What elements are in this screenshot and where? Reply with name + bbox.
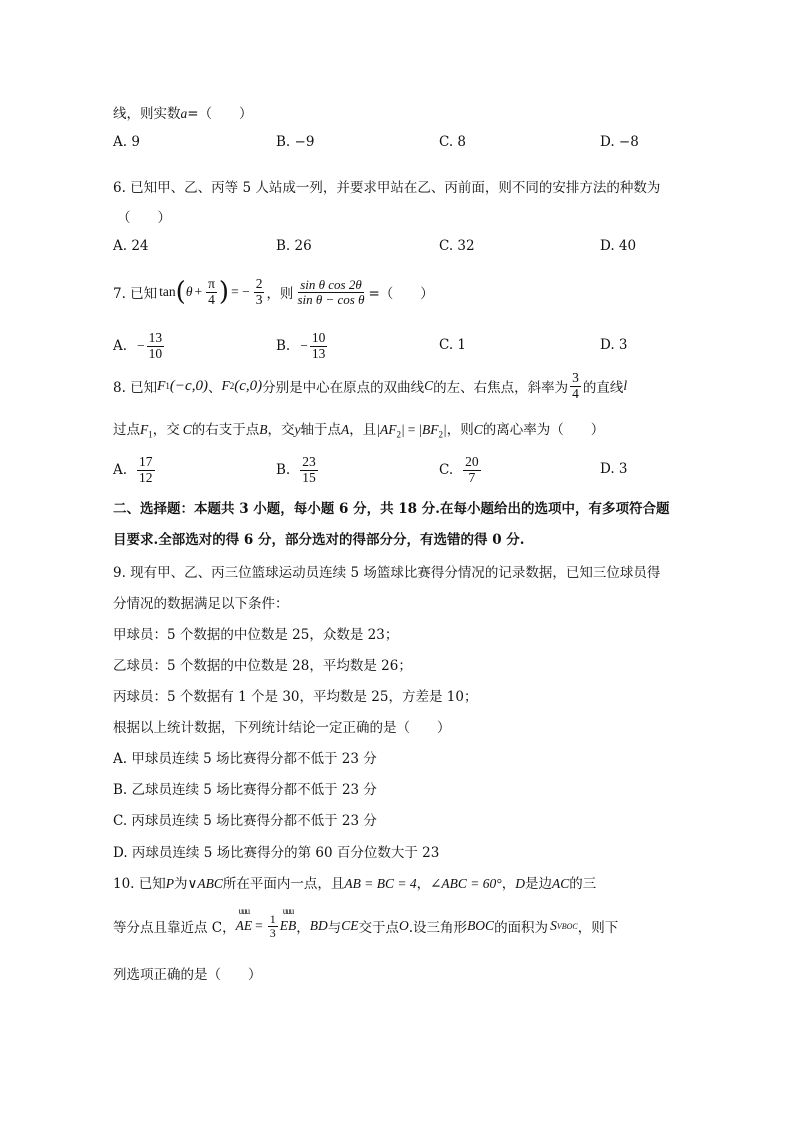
vector-mark: uuu bbox=[238, 906, 250, 916]
four: 4 bbox=[208, 291, 215, 307]
separator: 、 bbox=[207, 380, 222, 396]
abs-close: | bbox=[443, 422, 447, 437]
triangle-boc: BOC bbox=[467, 918, 495, 933]
denominator: 12 bbox=[139, 469, 153, 485]
section-2-heading-line2: 目要求.全部选对的得 6 分，部分选对的得部分分，有选错的得 0 分. bbox=[113, 532, 525, 548]
section-2-heading-line1: 二、选择题：本题共 3 小题，每小题 6 分，共 18 分.在每小题给出的选项中，有多项符合题 bbox=[113, 501, 670, 517]
right-paren: ) bbox=[218, 277, 230, 307]
q5-text: 线，则实数 bbox=[113, 106, 181, 122]
q8-text: 分别是中心在原点的双曲线 bbox=[262, 380, 425, 396]
numerator: 13 bbox=[148, 330, 163, 346]
q8-stem-line2 bbox=[113, 418, 604, 440]
q10-text: 的三 bbox=[569, 876, 597, 892]
point-o: O bbox=[399, 918, 409, 933]
q10-angle: ∠ABC = 60° bbox=[430, 876, 502, 891]
q7-answer-paren: =（ ） bbox=[368, 286, 434, 302]
q7-prefix: 7. 已知 bbox=[113, 286, 158, 302]
q6-option-b: B. 26 bbox=[276, 238, 312, 254]
q8-text: ，交 bbox=[152, 422, 180, 438]
f2-subscript: 2 bbox=[438, 429, 444, 440]
area-s: S bbox=[550, 918, 557, 933]
point-b: B bbox=[259, 422, 268, 437]
numerator: 23 bbox=[302, 454, 316, 470]
q9-stem-line1: 9. 现有甲、乙、丙三位篮球运动员连续 5 场篮球比赛得分情况的记录数据，已知三位球员得 bbox=[113, 565, 661, 581]
vector-mark: uuu bbox=[282, 906, 294, 916]
q8-text: 的右支于点 bbox=[191, 422, 260, 438]
denominator: 15 bbox=[302, 469, 316, 485]
q7-stem bbox=[113, 272, 434, 312]
numerator: 1 bbox=[269, 911, 276, 926]
q5-answer-paren: =（ ） bbox=[187, 106, 253, 122]
abs-close: | bbox=[400, 422, 405, 437]
abs-bf2: |BF bbox=[418, 422, 439, 437]
point-a: A bbox=[341, 422, 350, 437]
q9-option-c: C. 丙球员连续 5 场比赛得分都不低于 23 分 bbox=[113, 813, 377, 829]
area-subscript: VBOC bbox=[556, 921, 578, 931]
numerator: 10 bbox=[311, 330, 326, 346]
q10-text: 的面积为 bbox=[494, 920, 549, 936]
triangle-abc: ∨ABC bbox=[187, 876, 223, 891]
q7-expression bbox=[295, 278, 366, 306]
f2-subscript: 2 bbox=[396, 429, 401, 440]
q9-option-b: B. 乙球员连续 5 场比赛得分都不低于 23 分 bbox=[113, 782, 377, 798]
curve-c: C bbox=[473, 422, 483, 437]
one-third bbox=[268, 913, 278, 939]
q8-text: 轴于点 bbox=[300, 422, 342, 438]
q9-option-a: A. 甲球员连续 5 场比赛得分都不低于 23 分 bbox=[113, 751, 377, 767]
f1-subscript: 1 bbox=[165, 381, 170, 391]
q9-option-d: D. 丙球员连续 5 场比赛得分的第 60 百分位数大于 23 bbox=[113, 845, 440, 861]
q8-text: ，交 bbox=[267, 422, 295, 438]
q9-condition-jia: 甲球员：5 个数据的中位数是 25，众数是 23； bbox=[113, 627, 399, 643]
denominator: 4 bbox=[572, 385, 579, 401]
f2-coord: (c,0) bbox=[234, 377, 263, 394]
pi-over-4 bbox=[206, 277, 217, 306]
point-p: P bbox=[165, 876, 175, 891]
q8-text: ，则 bbox=[446, 422, 474, 438]
equals: = bbox=[407, 422, 416, 437]
curve-c: C bbox=[182, 422, 192, 437]
q10-prefix: 10. 已知 bbox=[113, 876, 166, 892]
q10-text: 等分点且靠近点 C， bbox=[113, 920, 236, 936]
abs-af2: |AF bbox=[376, 422, 397, 437]
q8-text: 的直线 bbox=[582, 380, 624, 396]
q7-option-c: C. 1 bbox=[439, 337, 467, 353]
pi: π bbox=[208, 276, 215, 292]
segment-bd: BD bbox=[309, 918, 328, 933]
q9-question: 根据以上统计数据，下列统计结论一定正确的是（ ） bbox=[113, 720, 451, 736]
q8-text: ，且 bbox=[349, 422, 377, 438]
q10-text: ，则下 bbox=[577, 920, 619, 936]
q6-answer-paren: （ ） bbox=[117, 210, 171, 226]
q8-text: 的左、右焦点，斜率为 bbox=[433, 380, 569, 396]
side-ac: AC bbox=[551, 876, 570, 891]
slope-frac bbox=[570, 371, 581, 400]
q10-text: .设三角形 bbox=[408, 920, 468, 936]
q10-stem-line2 bbox=[113, 906, 618, 946]
f1-subscript: 1 bbox=[148, 429, 153, 440]
vector-ae bbox=[235, 906, 253, 934]
q7-option-a bbox=[113, 326, 166, 366]
left-paren: ( bbox=[175, 277, 186, 307]
q5-option-d: D. −8 bbox=[600, 134, 639, 150]
q10-text: ， bbox=[501, 876, 516, 892]
focus-f1: F bbox=[140, 422, 149, 437]
q10-text: 为 bbox=[174, 876, 188, 892]
point-d: D bbox=[515, 876, 525, 891]
q5-option-a: A. 9 bbox=[113, 134, 140, 150]
q8-answer-paren: 的离心率为（ ） bbox=[482, 422, 605, 438]
q7-numerator: sin θ cos 2θ bbox=[300, 276, 362, 292]
q10-text: 是边 bbox=[524, 876, 552, 892]
q6-stem: 6. 已知甲、乙、丙等 5 人站成一列，并要求甲站在乙、丙前面，则不同的安排方法的种数为 bbox=[113, 180, 661, 196]
q5-option-c: C. 8 bbox=[439, 134, 467, 150]
q8-option-d: D. 3 bbox=[600, 461, 628, 477]
f2-subscript: 2 bbox=[229, 381, 235, 391]
q8-option-c bbox=[439, 450, 483, 490]
q7-option-d: D. 3 bbox=[600, 337, 628, 353]
q8-option-b bbox=[276, 450, 320, 490]
q9-stem-line2: 分情况的数据满足以下条件： bbox=[113, 596, 289, 612]
denominator: 7 bbox=[468, 469, 476, 485]
q5-stem-tail bbox=[113, 102, 253, 122]
theta: θ bbox=[185, 284, 193, 299]
q7-option-b-label: B. bbox=[276, 338, 291, 354]
q9-condition-bing: 丙球员：5 个数据有 1 个是 30，平均数是 25，方差是 10； bbox=[113, 689, 478, 705]
q8-option-b-frac bbox=[300, 455, 318, 484]
q10-text: ， bbox=[296, 920, 310, 936]
q10-text: 交于点 bbox=[358, 920, 400, 936]
q8-text: 过点 bbox=[113, 422, 140, 438]
q8-option-c-frac bbox=[463, 455, 481, 484]
denominator: 13 bbox=[311, 345, 326, 361]
two: 2 bbox=[255, 276, 263, 292]
numerator: 17 bbox=[139, 454, 153, 470]
q10-text: 所在平面内一点，且 bbox=[222, 876, 345, 892]
segment-ce: CE bbox=[341, 918, 359, 933]
line-l: l bbox=[623, 378, 628, 393]
q7-then: ，则 bbox=[266, 286, 294, 302]
q7-option-a-frac bbox=[147, 331, 165, 360]
q8-option-c-label: C. bbox=[439, 462, 454, 478]
q7-option-b bbox=[276, 326, 329, 366]
axis-y: y bbox=[294, 422, 301, 437]
plus: + bbox=[194, 284, 203, 299]
q10-stem-line1 bbox=[113, 872, 596, 892]
q6-option-d: D. 40 bbox=[600, 238, 637, 254]
q10-text: ， bbox=[416, 876, 431, 892]
minus-sign: − bbox=[300, 338, 308, 353]
q7-option-b-frac bbox=[310, 331, 328, 360]
q8-option-b-label: B. bbox=[276, 462, 291, 478]
q8-option-a-frac bbox=[137, 455, 155, 484]
q10-stem-line3: 列选项正确的是（ ） bbox=[113, 967, 262, 983]
q8-option-a-label: A. bbox=[113, 462, 128, 478]
q10-text: 与 bbox=[327, 920, 342, 936]
q5-option-b: B. −9 bbox=[276, 134, 315, 150]
q8-prefix: 8. 已知 bbox=[113, 380, 158, 396]
var-a: a bbox=[180, 106, 188, 121]
equals: = bbox=[255, 918, 263, 933]
q9-condition-yi: 乙球员：5 个数据的中位数是 28，平均数是 26； bbox=[113, 658, 412, 674]
focus-f1: F bbox=[157, 378, 166, 393]
focus-f2: F bbox=[221, 378, 230, 393]
q10-equation-sides: AB = BC = 4 bbox=[344, 876, 417, 891]
equals-minus: = − bbox=[231, 284, 250, 299]
minus-sign: − bbox=[137, 338, 145, 353]
f1-coord: (−c,0) bbox=[169, 377, 208, 394]
q6-option-a: A. 24 bbox=[113, 238, 149, 254]
vector-ae-label: AE bbox=[235, 918, 253, 933]
curve-c: C bbox=[424, 378, 434, 393]
tan-func: tan bbox=[159, 284, 176, 299]
q8-option-a bbox=[113, 450, 157, 490]
vector-eb-label: EB bbox=[279, 918, 297, 933]
numerator: 20 bbox=[465, 454, 479, 470]
three: 3 bbox=[255, 291, 263, 307]
denominator: 10 bbox=[148, 345, 163, 361]
vector-eb bbox=[279, 906, 297, 934]
q7-denominator: sin θ − cos θ bbox=[297, 291, 365, 307]
denominator: 3 bbox=[269, 925, 276, 940]
q8-stem-line1 bbox=[113, 368, 627, 404]
q7-option-a-label: A. bbox=[113, 338, 128, 354]
q6-option-c: C. 32 bbox=[439, 238, 475, 254]
two-thirds bbox=[254, 277, 265, 306]
numerator: 3 bbox=[572, 370, 579, 386]
